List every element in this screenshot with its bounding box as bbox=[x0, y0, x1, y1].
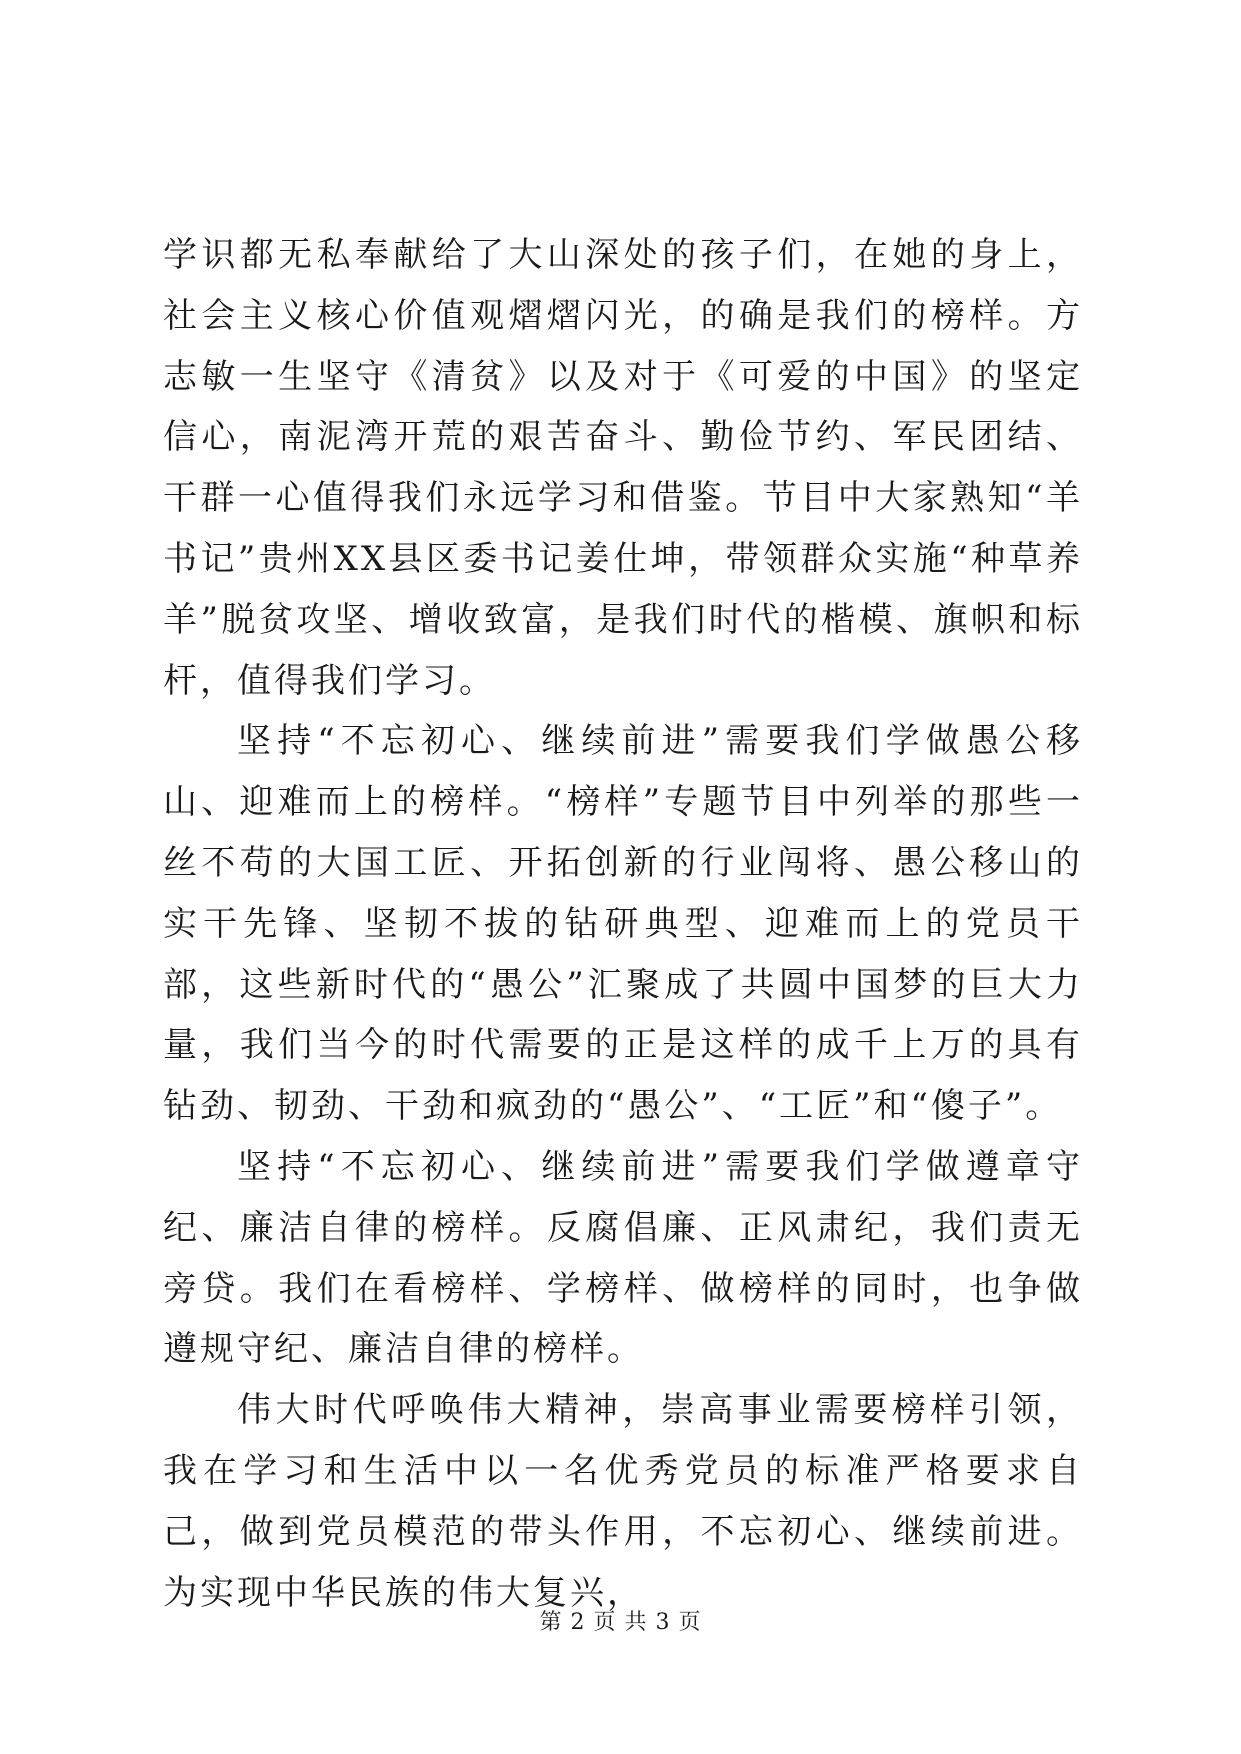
paragraph-3: 坚持“不忘初心、继续前进”需要我们学做遵章守纪、廉洁自律的榜样。反腐倡廉、正风肃纪，我们责无旁贷。我们在看榜样、学榜样、做榜样的同时，也争做遵规守纪、廉洁自律的榜样。 bbox=[163, 1146, 1083, 1370]
document-body bbox=[163, 225, 1083, 1623]
paragraph-2: 坚持“不忘初心、继续前进”需要我们学做愚公移山、迎难而上的榜样。“榜样”专题节目中列举的那些一丝不苟的大国工匠、开拓创新的行业闯将、愚公移山的实干先锋、坚韧不拔的钻研典型、迎难而上的党员干部，这些新时代的“愚公”汇聚成了共圆中国梦的巨大力量，我们当今的时代需要的正是这样的成千上万的具有钻劲、韧劲、干劲和疯劲的“愚公”、“工匠”和“傻子”。 bbox=[163, 721, 1083, 1127]
page-footer: 第 2 页 共 3 页 bbox=[539, 1610, 702, 1635]
paragraph-4: 伟大时代呼唤伟大精神，崇高事业需要榜样引领，我在学习和生活中以一名优秀党员的标准严格要求自己，做到党员模范的带头作用，不忘初心、继续前进。为实现中华民族的伟大复兴， bbox=[163, 1390, 1083, 1613]
paragraph-1: 学识都无私奉献给了大山深处的孩子们，在她的身上，社会主义核心价值观熠熠闪光，的确是我们的榜样。方志敏一生坚守《清贫》以及对于《可爱的中国》的坚定信心，南泥湾开荒的艰苦奋斗、勤俭节约、军民团结、干群一心值得我们永远学习和借鉴。节目中大家熟知“羊书记”贵州XX县区委书记姜仕坤，带领群众实施“种草养羊”脱贫攻坚、增收致富，是我们时代的楷模、旗帜和标杆，值得我们学习。 bbox=[163, 235, 1083, 701]
